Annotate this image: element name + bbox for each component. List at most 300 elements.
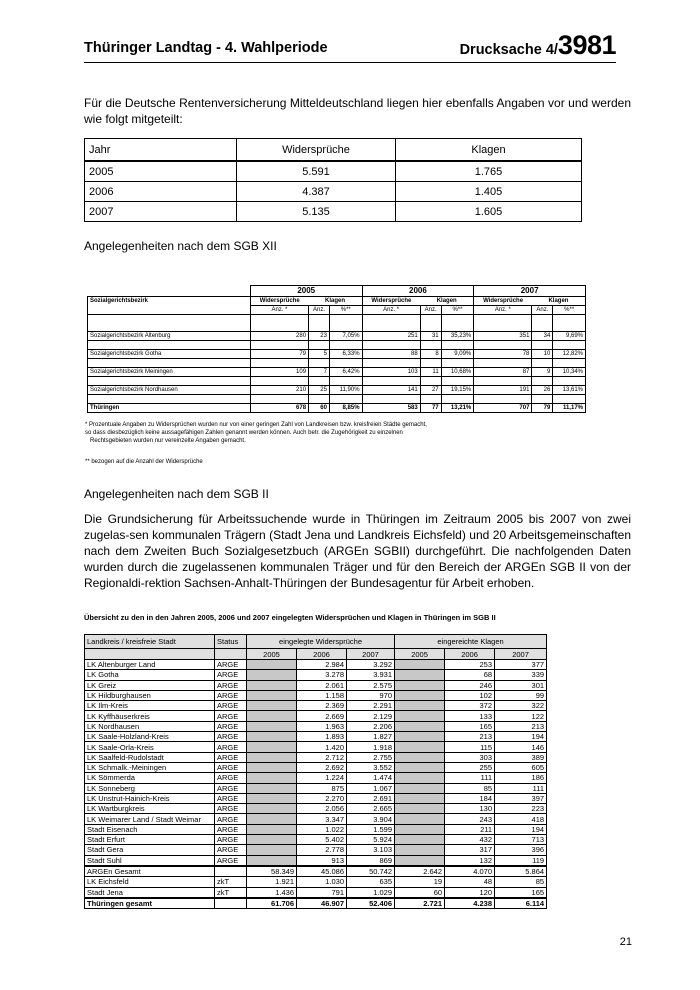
value-cell: 605	[495, 762, 547, 772]
empty-cell	[247, 711, 297, 721]
value-cell: 372	[445, 701, 495, 711]
value-cell: 3.278	[297, 670, 347, 680]
status-cell: ARGE	[215, 855, 247, 866]
value-cell: 103	[362, 368, 420, 377]
sub-header-row	[88, 306, 586, 315]
value-cell: 2.291	[347, 701, 395, 711]
header-cell: Jahr	[85, 139, 237, 162]
table-row	[85, 773, 547, 783]
summary-row	[85, 887, 547, 898]
value-cell: 243	[445, 814, 495, 824]
value-cell: 1.921	[247, 877, 297, 887]
status-cell: ARGE	[215, 680, 247, 690]
doc-number: 3981	[557, 30, 616, 60]
cell: 1.405	[396, 182, 582, 202]
empty-cell	[247, 742, 297, 752]
heading-sgb2: Angelegenheiten nach dem SGB II	[84, 487, 269, 501]
empty-cell	[247, 752, 297, 762]
table-row	[85, 762, 547, 772]
sgb12-table	[87, 285, 586, 413]
value-cell: 2.984	[297, 660, 347, 670]
value-cell: 1.827	[347, 732, 395, 742]
empty-cell	[247, 814, 297, 824]
empty-cell	[395, 742, 445, 752]
value-cell: 1.067	[347, 783, 395, 793]
empty-cell	[395, 855, 445, 866]
table-row	[85, 814, 547, 824]
value-cell: 10,68%	[441, 368, 474, 377]
empty-cell	[247, 824, 297, 834]
value-cell: 246	[445, 680, 495, 690]
header-cell: Widersprüche	[237, 139, 396, 162]
value-cell: 5.924	[347, 835, 395, 845]
value-cell: 1.893	[297, 732, 347, 742]
value-cell: 1.918	[347, 742, 395, 752]
value-cell: 11,90%	[329, 386, 362, 395]
cell: 4.387	[237, 182, 396, 202]
document-header-title: Thüringer Landtag - 4. Wahlperiode	[84, 40, 328, 56]
value-cell: 120	[445, 887, 495, 898]
col-header: Widersprüche	[250, 297, 308, 306]
col-header: Anz.	[420, 306, 441, 315]
district-name: LK Ilm-Kreis	[85, 701, 215, 711]
value-cell: 253	[445, 660, 495, 670]
value-cell: 351	[474, 332, 532, 341]
district-name: ARGEn Gesamt	[85, 866, 215, 877]
header-divider	[84, 62, 616, 63]
value-cell: 2.369	[297, 701, 347, 711]
value-cell: 102	[445, 690, 495, 700]
status-cell: ARGE	[215, 804, 247, 814]
total-row	[85, 898, 547, 909]
value-cell: 213	[495, 721, 547, 731]
sgb2-paragraph: Die Grundsicherung für Arbeitssuchende wurde in Thüringen im Zeitraum 2005 bis 2007 von zwei zugelas-sen kommunalen Trägern (Stadt Jena und Landkreis Eichsfeld) und 20 Arbeitsgemeinschaften nach dem Zweiten Buch Sozialgesetzbuch (ARGEn SGBII) durchgeführt. Die nachfolgenden Daten wurden durch die zugelassenen kommunalen Träger und für den Bereich der ARGEn SGB II von der Regionaldi-rektion Sachsen-Anhalt-Thüringen der Bundesagentur für Arbeit erhoben.	[84, 512, 631, 590]
value-cell: 3.292	[347, 660, 395, 670]
value-cell: 11,17%	[553, 404, 586, 413]
col-header: Anz.	[532, 306, 553, 315]
district-name: LK Greiz	[85, 680, 215, 690]
value-cell: 45.086	[297, 866, 347, 877]
table-row	[85, 835, 547, 845]
value-cell: 1.030	[297, 877, 347, 887]
spacer-row	[88, 341, 586, 350]
value-cell: 5	[309, 350, 330, 359]
value-cell: 418	[495, 814, 547, 824]
value-cell: 79	[532, 404, 553, 413]
drv-table	[84, 138, 582, 222]
value-cell: 68	[445, 670, 495, 680]
empty-cell	[247, 804, 297, 814]
status-cell	[215, 866, 247, 877]
table-row	[85, 855, 547, 866]
footnote-2: ** bezogen auf die Anzahl der Widersprüche	[85, 459, 203, 465]
footnote-line: * Prozentuale Angaben zu Widersprüchen wurden nur von einer geringen Zahl von Landkreisen bzw. kreisfreien Städte gemacht,	[85, 422, 427, 428]
value-cell: 2.575	[347, 680, 395, 690]
value-cell: 255	[445, 762, 495, 772]
value-cell: 191	[474, 386, 532, 395]
col-header: %**	[329, 306, 362, 315]
value-cell: 122	[495, 711, 547, 721]
district-name: Stadt Jena	[85, 887, 215, 898]
value-cell: 109	[250, 368, 308, 377]
col-header: %**	[553, 306, 586, 315]
spacer-row	[88, 377, 586, 386]
value-cell: 396	[495, 845, 547, 855]
value-cell: 635	[347, 877, 395, 887]
col-header: Anz.	[309, 306, 330, 315]
value-cell: 165	[495, 887, 547, 898]
table-row	[85, 670, 547, 680]
empty-cell	[247, 732, 297, 742]
table-row	[85, 804, 547, 814]
table-row	[85, 690, 547, 700]
empty-cell	[395, 762, 445, 772]
value-cell: 88	[362, 350, 420, 359]
empty-cell	[395, 793, 445, 803]
district-name: LK Schmalk.-Meiningen	[85, 762, 215, 772]
value-cell: 35,23%	[441, 332, 474, 341]
status-cell: ARGE	[215, 670, 247, 680]
value-cell: 707	[474, 404, 532, 413]
value-cell: 85	[445, 783, 495, 793]
value-cell: 25	[309, 386, 330, 395]
empty-cell	[395, 845, 445, 855]
status-cell: ARGE	[215, 701, 247, 711]
year-2006: 2006	[362, 286, 474, 297]
empty-cell	[247, 773, 297, 783]
value-cell: 2.691	[347, 793, 395, 803]
value-cell: 60	[395, 887, 445, 898]
value-cell: 1.224	[297, 773, 347, 783]
klagen-header: eingereichte Klagen	[395, 635, 547, 649]
value-cell: 2.721	[395, 898, 445, 909]
value-cell: 194	[495, 732, 547, 742]
cell: 5.135	[237, 202, 396, 222]
empty-cell	[395, 773, 445, 783]
value-cell: 77	[420, 404, 441, 413]
value-cell: 875	[297, 783, 347, 793]
status-header: Status	[215, 635, 247, 649]
document-number	[460, 30, 616, 61]
total-row	[88, 404, 586, 413]
value-cell: 211	[445, 824, 495, 834]
district-name: Thüringen gesamt	[85, 898, 215, 909]
empty-cell	[395, 814, 445, 824]
heading-sgb12: Angelegenheiten nach dem SGB XII	[84, 239, 277, 253]
value-cell: 3.552	[347, 762, 395, 772]
district-name: LK Kyffhäuserkreis	[85, 711, 215, 721]
value-cell: 2.755	[347, 752, 395, 762]
empty-cell	[247, 690, 297, 700]
value-cell: 6,33%	[329, 350, 362, 359]
value-cell: 133	[445, 711, 495, 721]
value-cell: 26	[532, 386, 553, 395]
empty-cell	[247, 670, 297, 680]
district-name: LK Hildburghausen	[85, 690, 215, 700]
value-cell: 7	[309, 368, 330, 377]
value-cell: 1.963	[297, 721, 347, 731]
district-name: LK Unstrut-Hainich-Kreis	[85, 793, 215, 803]
table-row	[85, 742, 547, 752]
empty-cell	[247, 793, 297, 803]
empty-cell	[395, 804, 445, 814]
value-cell: 27	[420, 386, 441, 395]
status-cell: ARGE	[215, 835, 247, 845]
value-cell: 2.665	[347, 804, 395, 814]
value-cell: 11	[420, 368, 441, 377]
year-cell: 2005	[395, 649, 445, 660]
value-cell: 8	[420, 350, 441, 359]
value-cell: 3.931	[347, 670, 395, 680]
value-cell: 111	[495, 783, 547, 793]
year-cell: 2007	[347, 649, 395, 660]
table-row	[88, 386, 586, 395]
value-cell: 13,21%	[441, 404, 474, 413]
value-cell: 4.238	[445, 898, 495, 909]
intro-paragraph: Für die Deutsche Rentenversicherung Mitteldeutschland liegen hier ebenfalls Angaben vor und werden wie folgt mitgeteilt:	[84, 96, 631, 126]
footnote-line: so dass diesbezüglich keine aussagefähigen Zahlen genannt werden können. Auch betr. die Zugehörigkeit zu einzelnen	[85, 430, 403, 436]
value-cell: 141	[362, 386, 420, 395]
status-cell: zkT	[215, 887, 247, 898]
value-cell: 2.061	[297, 680, 347, 690]
value-cell: 210	[250, 386, 308, 395]
table-row	[85, 680, 547, 690]
value-cell: 970	[347, 690, 395, 700]
value-cell: 85	[495, 877, 547, 887]
table-row	[88, 368, 586, 377]
value-cell: 713	[495, 835, 547, 845]
status-cell: ARGE	[215, 752, 247, 762]
table-row	[85, 845, 547, 855]
value-cell: 7,05%	[329, 332, 362, 341]
value-cell: 251	[362, 332, 420, 341]
table-row	[85, 824, 547, 834]
value-cell: 2.129	[347, 711, 395, 721]
header-cell: Klagen	[396, 139, 582, 162]
empty-cell	[395, 752, 445, 762]
value-cell: 3.347	[297, 814, 347, 824]
cell: 5.591	[237, 161, 396, 182]
year-cell: 2005	[247, 649, 297, 660]
district-name: LK Sonneberg	[85, 783, 215, 793]
empty-cell	[395, 732, 445, 742]
value-cell: 2.712	[297, 752, 347, 762]
value-cell: 3.103	[347, 845, 395, 855]
value-cell: 1.420	[297, 742, 347, 752]
district-name: LK Altenburger Land	[85, 660, 215, 670]
table-row	[85, 732, 547, 742]
empty-cell	[247, 835, 297, 845]
spacer-row	[88, 323, 586, 332]
status-cell: ARGE	[215, 762, 247, 772]
value-cell: 2.206	[347, 721, 395, 731]
value-cell: 6,42%	[329, 368, 362, 377]
year-header-row	[85, 649, 547, 660]
col-header: Anz. *	[474, 306, 532, 315]
value-cell: 115	[445, 742, 495, 752]
district-name: LK Sömmerda	[85, 773, 215, 783]
value-cell: 111	[445, 773, 495, 783]
table-row	[88, 350, 586, 359]
status-cell: ARGE	[215, 824, 247, 834]
empty-cell	[247, 701, 297, 711]
cell: 1.605	[396, 202, 582, 222]
value-cell: 2.692	[297, 762, 347, 772]
spacer-row	[88, 395, 586, 404]
empty-cell	[247, 660, 297, 670]
table-row	[85, 660, 547, 670]
table-row	[85, 711, 547, 721]
value-cell: 186	[495, 773, 547, 783]
district-name: LK Saale-Holzland-Kreis	[85, 732, 215, 742]
value-cell: 87	[474, 368, 532, 377]
district-name: Stadt Suhl	[85, 855, 215, 866]
value-cell: 2.778	[297, 845, 347, 855]
cell: 2006	[85, 182, 237, 202]
value-cell: 1.599	[347, 824, 395, 834]
status-cell: ARGE	[215, 845, 247, 855]
value-cell: 23	[309, 332, 330, 341]
empty-cell	[395, 701, 445, 711]
value-cell: 9,09%	[441, 350, 474, 359]
value-cell: 583	[362, 404, 420, 413]
value-cell: 130	[445, 804, 495, 814]
cell: 1.765	[396, 161, 582, 182]
value-cell: 194	[495, 824, 547, 834]
value-cell: 9,69%	[553, 332, 586, 341]
value-cell: 322	[495, 701, 547, 711]
value-cell: 377	[495, 660, 547, 670]
status-cell	[215, 898, 247, 909]
page-number: 21	[619, 936, 632, 948]
value-cell: 2.270	[297, 793, 347, 803]
empty-cell	[247, 762, 297, 772]
district-name: Sozialgerichtsbezirk Meiningen	[88, 368, 251, 377]
value-cell: 913	[297, 855, 347, 866]
table-header-row	[85, 139, 582, 162]
value-cell: 19	[395, 877, 445, 887]
district-name: Sozialgerichtsbezirk Nordhausen	[88, 386, 251, 395]
value-cell: 132	[445, 855, 495, 866]
value-cell: 50.742	[347, 866, 395, 877]
value-cell: 1.436	[247, 887, 297, 898]
value-cell: 1.474	[347, 773, 395, 783]
value-cell: 5.402	[297, 835, 347, 845]
value-cell: 10,34%	[553, 368, 586, 377]
value-cell: 78	[474, 350, 532, 359]
year-row	[88, 286, 586, 297]
value-cell: 791	[297, 887, 347, 898]
status-cell: ARGE	[215, 793, 247, 803]
status-cell: ARGE	[215, 690, 247, 700]
value-cell: 213	[445, 732, 495, 742]
table-row	[85, 701, 547, 711]
value-cell: 303	[445, 752, 495, 762]
sub-header-row	[88, 297, 586, 306]
district-name: Stadt Eisenach	[85, 824, 215, 834]
empty-cell	[395, 711, 445, 721]
value-cell: 60	[309, 404, 330, 413]
district-name: Stadt Gera	[85, 845, 215, 855]
year-cell: 2006	[445, 649, 495, 660]
table-row	[88, 332, 586, 341]
empty-cell	[395, 824, 445, 834]
value-cell: 19,15%	[441, 386, 474, 395]
col-header: Widersprüche	[474, 297, 532, 306]
value-cell: 4.070	[445, 866, 495, 877]
empty-cell	[247, 845, 297, 855]
table-row	[85, 161, 582, 182]
value-cell: 61.706	[247, 898, 297, 909]
district-name: Stadt Erfurt	[85, 835, 215, 845]
value-cell: 46.907	[297, 898, 347, 909]
table-row	[85, 721, 547, 731]
value-cell: 58.349	[247, 866, 297, 877]
sgb12-body	[88, 315, 586, 413]
district-header: Sozialgerichtsbezirk	[88, 297, 251, 306]
sgb2-table	[84, 634, 547, 909]
value-cell: 8,85%	[329, 404, 362, 413]
col-header: %**	[441, 306, 474, 315]
table3-title: Übersicht zu den in den Jahren 2005, 2006 und 2007 eingelegten Widersprüchen und Klagen in Thüringen im SGB II	[84, 613, 496, 622]
district-name: LK Eichsfeld	[85, 877, 215, 887]
value-cell: 2.642	[395, 866, 445, 877]
status-cell: ARGE	[215, 711, 247, 721]
empty-cell	[395, 783, 445, 793]
col-header: Anz. *	[250, 306, 308, 315]
value-cell: 48	[445, 877, 495, 887]
district-name: Sozialgerichtsbezirk Altenburg	[88, 332, 251, 341]
footnote-line: Rechtsgebieten wurden nur vereinzelte Angaben gemacht.	[90, 438, 246, 444]
empty-cell	[395, 721, 445, 731]
value-cell: 2.669	[297, 711, 347, 721]
value-cell: 389	[495, 752, 547, 762]
footnote-1	[85, 421, 427, 445]
col-header: Klagen	[532, 297, 586, 306]
value-cell: 1.158	[297, 690, 347, 700]
sgb2-body	[85, 660, 547, 909]
status-cell: ARGE	[215, 773, 247, 783]
value-cell: 432	[445, 835, 495, 845]
table-row	[85, 202, 582, 222]
value-cell: 6.114	[495, 898, 547, 909]
table-row	[85, 793, 547, 803]
value-cell: 119	[495, 855, 547, 866]
value-cell: 678	[250, 404, 308, 413]
table-row	[85, 783, 547, 793]
value-cell: 165	[445, 721, 495, 731]
status-cell: ARGE	[215, 660, 247, 670]
value-cell: 184	[445, 793, 495, 803]
value-cell: 52.406	[347, 898, 395, 909]
table-header-row	[85, 635, 547, 649]
status-cell: zkT	[215, 877, 247, 887]
year-cell: 2007	[495, 649, 547, 660]
doc-prefix: Drucksache 4/	[459, 42, 558, 58]
summary-row	[85, 866, 547, 877]
value-cell: 99	[495, 690, 547, 700]
value-cell: 79	[250, 350, 308, 359]
summary-row	[85, 877, 547, 887]
district-name: LK Saalfeld-Rudolstadt	[85, 752, 215, 762]
empty-cell	[247, 721, 297, 731]
year-2005: 2005	[250, 286, 362, 297]
col-header: Klagen	[420, 297, 474, 306]
spacer-row	[88, 359, 586, 368]
table-row	[85, 752, 547, 762]
district-name: LK Nordhausen	[85, 721, 215, 731]
value-cell: 10	[532, 350, 553, 359]
